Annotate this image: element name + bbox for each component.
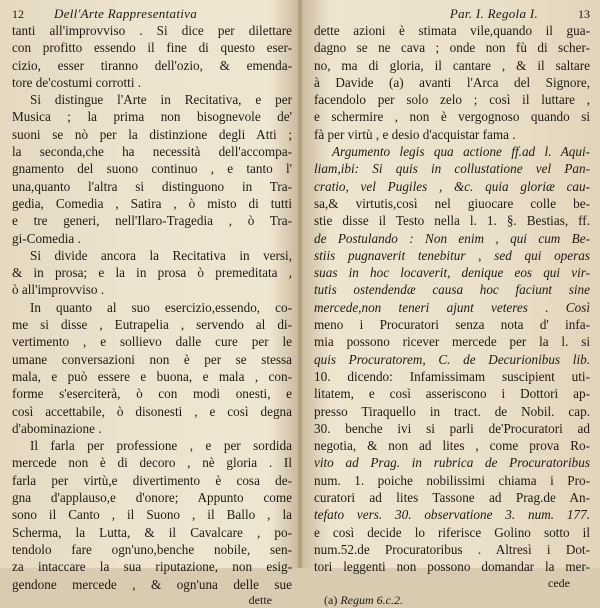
text-line: litatem, e così asseriscono i Dottori ap- — [314, 386, 590, 402]
text-line: tori leggenti non possono domandar la mer- — [314, 559, 590, 575]
text-line: una,quanto l'altra si distinguono in Tra- — [12, 178, 292, 194]
text-line: tefato vers. 30. observatione 3. num. 177. — [314, 507, 590, 523]
text-line: mercede,non teneri ajunt veteres . Così — [314, 299, 590, 315]
text-line: umane conversazioni non è per se stessa — [12, 351, 292, 367]
text-line: Argumento legis qua actione ff.ad l. Aqui- — [332, 144, 590, 160]
text-line: tendolo fare ogn'uno,benche nobile, sen- — [12, 541, 292, 557]
text-line: e schermire , non è vergognoso quando si — [314, 109, 590, 125]
text-line: num. 1. poiche nobilissimi chiama i Pro- — [314, 472, 590, 488]
text-line: dagno se ne cava ; onde non fù di scher- — [314, 40, 590, 56]
text-line: presso Tiraquello in tract. de Nobil. cap. — [314, 403, 590, 419]
right-page-number: 13 — [578, 7, 590, 21]
text-line: & in prosa; e la in prosa ò premeditata , — [12, 265, 292, 281]
text-line: Si distingue l'Arte in Recitativa, e per — [30, 92, 292, 108]
text-line: gnamento del suono continuo , e tanto l' — [12, 161, 292, 177]
right-page — [300, 0, 600, 607]
text-line: mala, e può essere e buona, e mala , con- — [12, 368, 292, 384]
text-line: vito ad Prag. in rubrica de Procuratoribus — [314, 455, 590, 471]
text-line: cizio, esser tiranno dell'ozio, & emenda- — [12, 57, 292, 73]
text-line: la seconda,che ha necessità dell'accompa- — [12, 144, 292, 160]
left-page-header — [12, 6, 292, 22]
text-line: meno i Procuratori senza nota d' infa- — [314, 317, 590, 333]
text-line: 10. dicendo: Infamissimam suscipient uti- — [314, 368, 590, 384]
text-line: sono il Canto , il Suono , il Ballo , la — [12, 507, 292, 523]
text-line: curatori ad lites Tassone ad Prag.de An- — [314, 490, 590, 506]
footnote — [314, 592, 590, 608]
left-running-head: Dell'Arte Rappresentativa — [54, 6, 198, 21]
text-line: Si divide ancora la Recitativa in versi, — [30, 247, 292, 263]
text-line: tutis ostendendæ causa hoc faciunt sine — [314, 282, 590, 298]
text-line: fà per virtù , e desio d'acquistar fama . — [314, 126, 516, 142]
text-line: così accettabile, ò disonesti , e così degna — [12, 403, 292, 419]
text-line: gendone mercede , & ogn'una delle sue — [12, 576, 292, 592]
footnote-reference: Regum 6.c.2. — [340, 592, 403, 607]
text-line: con profitto essendo il fine di questo eser- — [12, 40, 292, 56]
text-line: e tre generi, nell'Ilaro-Tragedia , ò Tra- — [12, 213, 292, 229]
text-line: à Davide (a) avanti l'Arca del Signore, — [314, 74, 590, 90]
text-line: za intaccare la sua riputazione, non esig- — [12, 559, 292, 575]
left-catchword: dette — [248, 592, 272, 607]
right-catchword: cede — [548, 575, 570, 590]
text-line: gna d'applauso,e d'onore; Appunto come — [12, 490, 292, 506]
text-line: num.52.de Procuratoribus . Altresì i Dot- — [314, 541, 590, 557]
text-line: dette azioni è stimata vile,quando il gua- — [314, 23, 590, 38]
text-line: e così decide lo riferisce Golino sotto il — [314, 524, 590, 540]
text-line: Scherma, la Lutta, & il Cavalcare , po- — [12, 524, 292, 540]
text-line: gi-Comedia . — [12, 230, 81, 246]
text-line: Musica ; la prima non bisognevole de' — [12, 109, 292, 125]
text-line: farla per virtù,e divertimento è cosa de- — [12, 472, 292, 488]
text-line: d'abominazione . — [12, 420, 102, 436]
text-line: stie disse il Testo nella l. 1. §. Bestias, ff. — [314, 213, 590, 229]
right-page-body — [314, 22, 590, 576]
text-line: de Postulando : Non enim , qui cum Be- — [314, 230, 590, 246]
text-line: suas in hoc locaverit, denique eos qui vir- — [314, 265, 590, 281]
footnote-marker: (a) — [324, 592, 338, 607]
text-line: forme s'eserciterà, ò con modi onesti, e — [12, 386, 292, 402]
text-line: Il farla per professione , e per sordida — [30, 438, 292, 454]
text-line: suoni se nò per la distinzione degli Atti ; — [12, 126, 292, 142]
text-line: mia possono ricever mercede per la l. si — [314, 334, 590, 350]
left-page — [0, 0, 300, 607]
text-line: stiis pugnaverit tenebitur , sed qui operas — [314, 247, 590, 263]
text-line: gedia, Comedia , Satira , ò misto di tutti — [12, 195, 292, 211]
text-line: liam,ibi: Si quis in collustatione vel Pan- — [314, 161, 590, 177]
right-running-head: Par. I. Regola I. — [449, 6, 538, 21]
text-line: tanti all'improvviso . Si dice per dilettare — [12, 23, 292, 38]
left-page-number: 12 — [12, 7, 24, 21]
text-line: facendolo per solo zelo ; così il luttare , — [314, 92, 590, 108]
text-line: cratio, vel Pugiles , &c. quia gloriæ cau- — [314, 178, 590, 194]
text-line: ò all'improvviso . — [12, 282, 105, 298]
text-line: quis Procuratorem, C. de Decurionibus lib. — [314, 351, 590, 367]
text-line: sa,& virtutis,così nel giuocare colle be- — [314, 195, 590, 211]
text-line: tore de'costumi corrotti . — [12, 74, 142, 90]
text-line: mercede non è di decoro , nè gloria . Il — [12, 455, 292, 471]
text-line: me si disse , Eutrapelia , servendo al di- — [12, 317, 292, 333]
right-page-header — [314, 6, 590, 22]
text-line: vertimento , e sollievo dalle cure per le — [12, 334, 292, 350]
text-line: negotia, & non ad lites , come prova Ro- — [314, 438, 590, 454]
text-line: no, ma di gloria, il cantare , & il saltare — [314, 57, 590, 73]
left-page-body — [12, 22, 292, 593]
text-line: In quanto al suo esercizio,essendo, co- — [30, 299, 292, 315]
text-line: 30. benche ivi si parli de'Procuratori ad — [314, 420, 590, 436]
